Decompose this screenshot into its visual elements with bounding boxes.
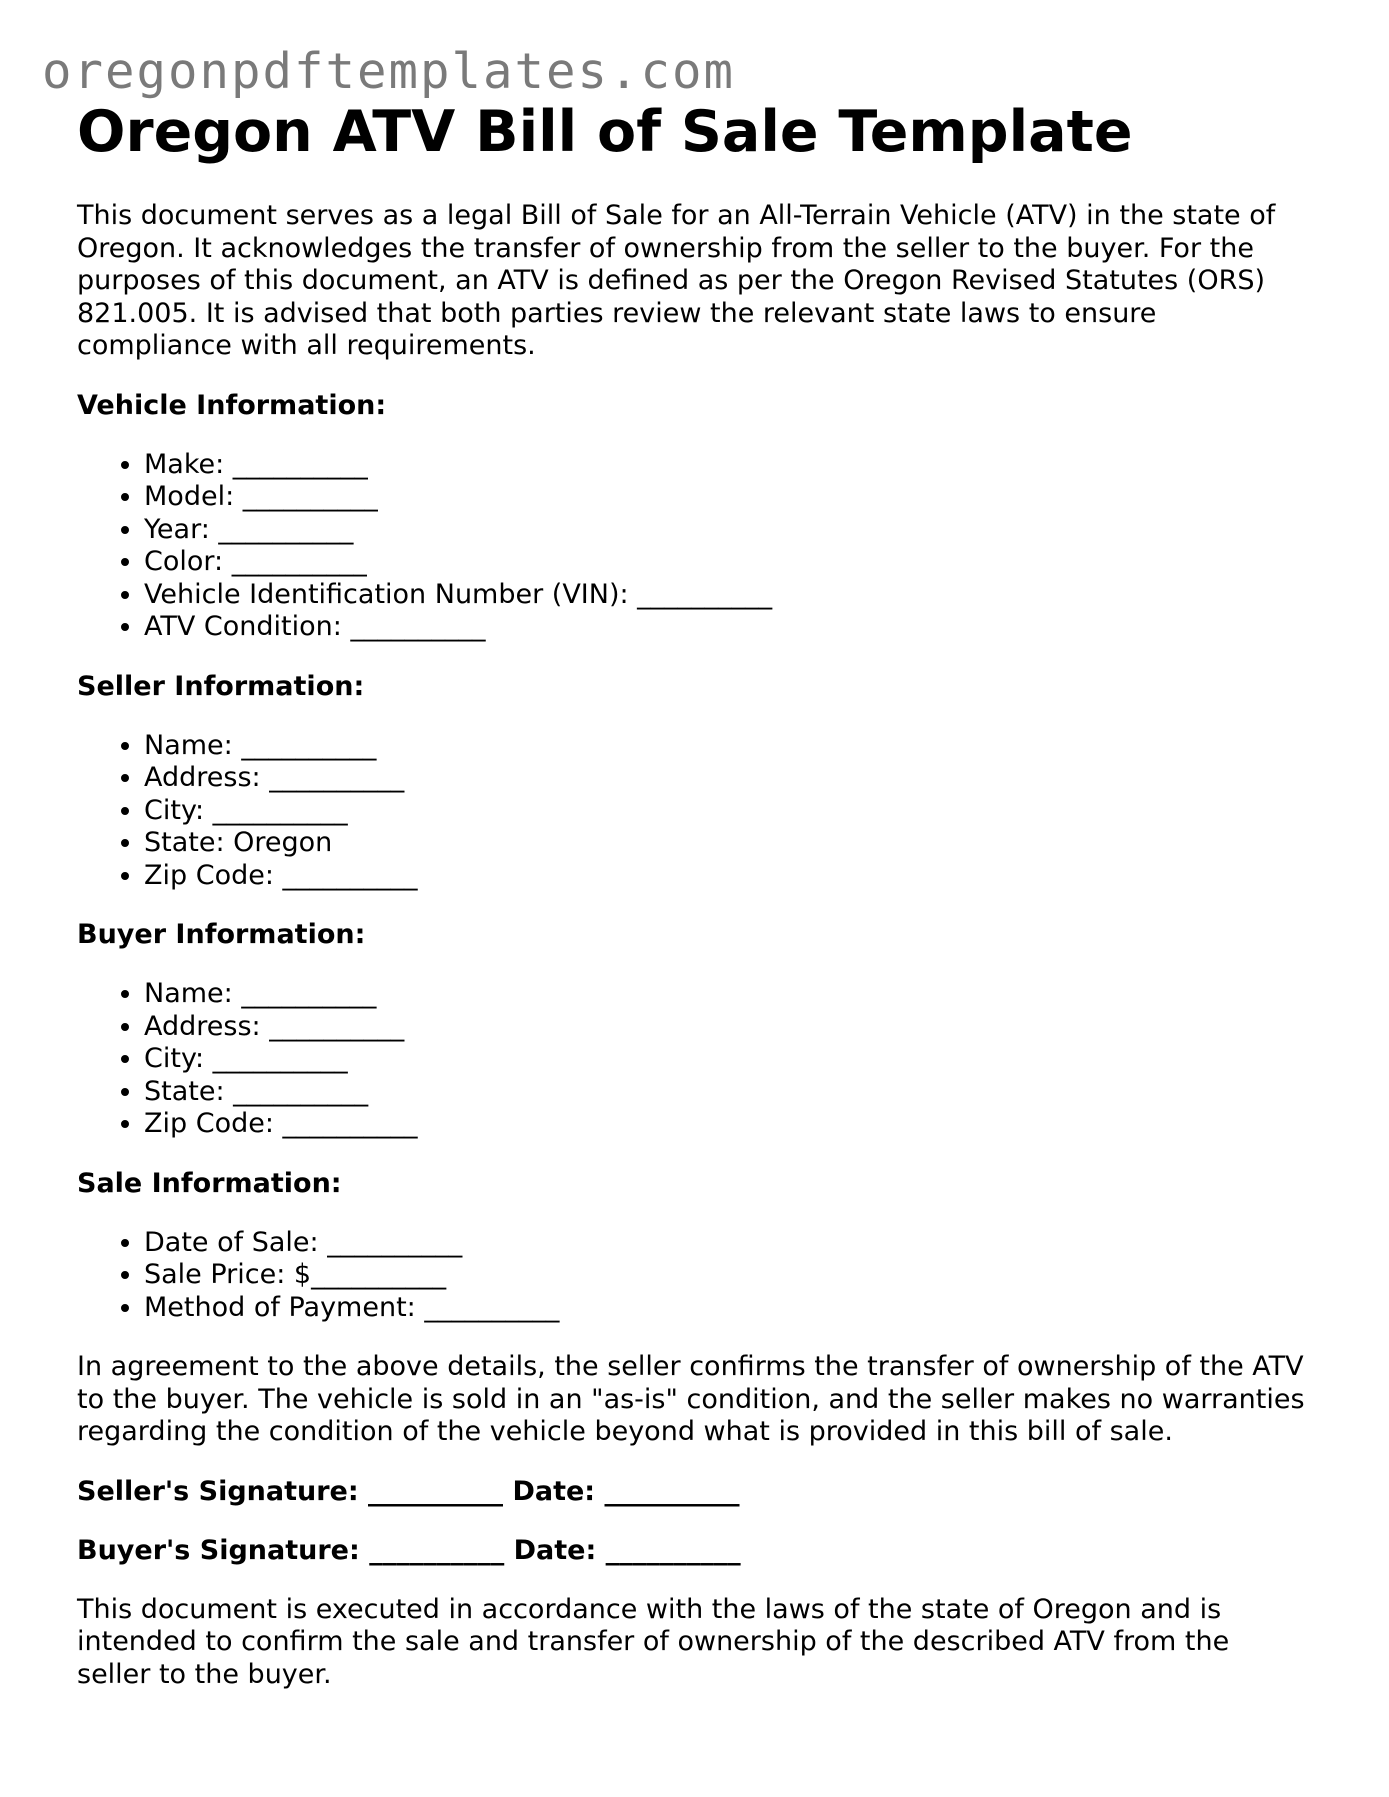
intro-paragraph: This document serves as a legal Bill of Sale for an All-Terrain Vehicle (ATV) in the state of Oregon. It acknowledges the transfer of ownership from the seller to the buyer. For the purposes of this document, an ATV is defined as per the Oregon Revised Statutes (ORS) 821.005. It is advised that both parties review the relevant state laws to ensure compliance with all requirements. xyxy=(77,200,1276,361)
seller-name-field: • Name: __________ xyxy=(144,730,1307,763)
sale-info-list xyxy=(77,1227,1307,1325)
payment-method-field: • Method of Payment: __________ xyxy=(144,1292,1307,1325)
vehicle-info-list xyxy=(77,449,1307,644)
buyer-zip-field: • Zip Code: __________ xyxy=(144,1108,1307,1141)
seller-zip-field: • Zip Code: __________ xyxy=(144,860,1307,893)
agreement-paragraph: In agreement to the above details, the seller confirms the transfer of ownership of the ATV to the buyer. The vehicle is sold in an "as-is" condition, and the seller makes no warranties regarding the condition of the vehicle beyond what is provided in this bill of sale. xyxy=(77,1351,1305,1447)
vehicle-model-field: • Model: __________ xyxy=(144,481,1307,514)
seller-info-heading: Seller Information: xyxy=(77,670,365,702)
watermark: oregonpdftemplates.com xyxy=(42,43,736,100)
seller-address-field: • Address: __________ xyxy=(144,762,1307,795)
sale-date-field: • Date of Sale: __________ xyxy=(144,1227,1307,1260)
buyer-address-field: • Address: __________ xyxy=(144,1011,1307,1044)
document-body xyxy=(77,96,1307,1691)
vehicle-color-field: • Color: __________ xyxy=(144,546,1307,579)
seller-info-list xyxy=(77,730,1307,893)
vehicle-vin-field: • Vehicle Identification Number (VIN): __________ xyxy=(144,579,1307,612)
buyer-signature-line: Buyer's Signature: __________ Date: __________ xyxy=(77,1534,741,1566)
seller-city-field: • City: __________ xyxy=(144,795,1307,828)
vehicle-info-heading: Vehicle Information: xyxy=(77,389,387,421)
closing-paragraph: This document is executed in accordance with the laws of the state of Oregon and is intended to confirm the sale and transfer of ownership of the described ATV from the seller to the buyer. xyxy=(77,1593,1230,1690)
seller-signature-line: Seller's Signature: __________ Date: __________ xyxy=(77,1475,740,1507)
page-title: Oregon ATV Bill of Sale Template xyxy=(77,99,1133,165)
buyer-state-field: • State: __________ xyxy=(144,1076,1307,1109)
vehicle-condition-field: • ATV Condition: __________ xyxy=(144,611,1307,644)
buyer-city-field: • City: __________ xyxy=(144,1043,1307,1076)
vehicle-year-field: • Year: __________ xyxy=(144,514,1307,547)
seller-state-field: • State: Oregon xyxy=(144,827,1307,860)
buyer-name-field: • Name: __________ xyxy=(144,978,1307,1011)
buyer-info-list xyxy=(77,978,1307,1141)
vehicle-make-field: • Make: __________ xyxy=(144,449,1307,482)
sale-price-field: • Sale Price: $__________ xyxy=(144,1259,1307,1292)
sale-info-heading: Sale Information: xyxy=(77,1167,342,1199)
buyer-info-heading: Buyer Information: xyxy=(77,919,366,950)
